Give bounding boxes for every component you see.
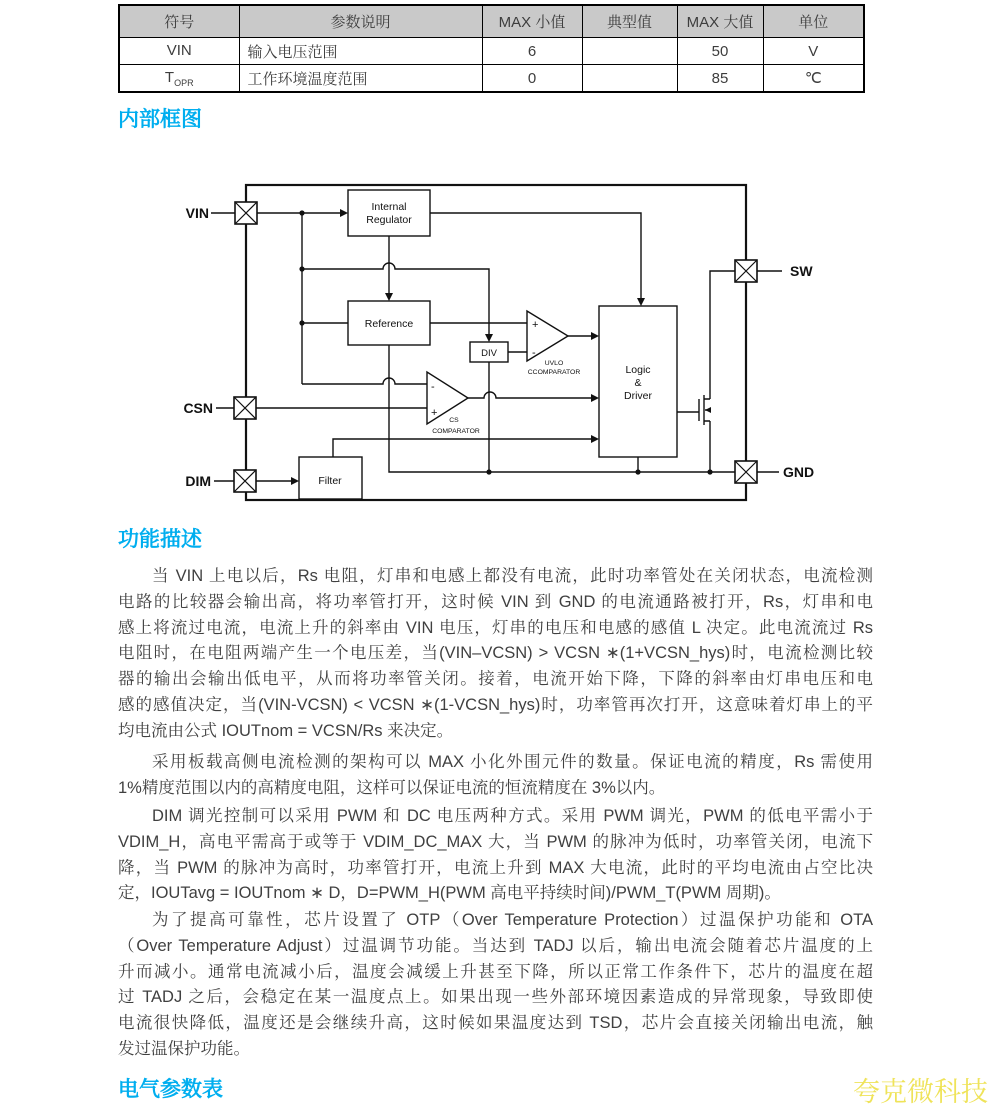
gnd-pin-label: GND [783, 464, 815, 480]
internal-regulator-block [348, 190, 430, 236]
max-cell: 85 [677, 65, 763, 93]
filter-label: Filter [318, 475, 342, 487]
paragraph: 当 VIN 上电以后，Rs 电阻，灯串和电感上都没有电流，此时功率管处在关闭状态，电流检测 电路的比较器会输出高，将功率管打开，这时候 VIN 到 GND 的电流通路被打开，Rs，灯串和电 感上将流过电流，电流上升的斜率由 VIN 电压，灯串的电压和电感的感值 L 决定。此电流流过 Rs 电阻时，在电阻两端产生一个电压差，当(VIN–VCSN) > VCSN ∗(1+VCSN_hys)时，电流检测比较 器的输出会输出低电平，从而将功率管关闭。接着，电流开始下降，下降的斜率由灯串电压和电 感的感值决定，当(VIN-VCSN) < VCSN ∗(1-VCSN_hys)时，功率管再次打开，这意味着灯串上的平 均电流由公式 IOUTnom = VCSN/Rs 来决定。 [118, 567, 873, 740]
col-symbol: 符号 [119, 5, 239, 38]
sw-pin-label: SW [790, 263, 813, 279]
mosfet-icon [699, 395, 711, 425]
paragraph: 采用板载高侧电流检测的架构可以 MAX 小化外围元件的数量。保证电流的精度，Rs 需使用 1%精度范围以内的高精度电阻，这样可以保证电流的恒流精度在 3%以内。 [118, 753, 873, 797]
unit-cell: V [763, 38, 864, 65]
col-unit: 单位 [763, 5, 864, 38]
col-max: MAX 大值 [677, 5, 763, 38]
col-typical: 典型值 [582, 5, 677, 38]
paragraph: DIM 调光控制可以采用 PWM 和 DC 电压两种方式。采用 PWM 调光，PWM 的低电平需小于 VDIM_H，高电平需高于或等于 VDIM_DC_MAX 大，当 PWM 的脉冲为低时，功率管关闭，电流下 降，当 PWM 的脉冲为高时，功率管打开，电流上升到 MAX 大电流，此时的平均电流由占空比决 定，IOUTavg = IOUTnom ∗ D，D=PWM_H(PWM 高电平持续时间)/PWM_T(PWM 周期)。 [118, 807, 873, 903]
gnd-pin-icon [735, 461, 757, 483]
heading-functional-description: 功能描述 [118, 528, 202, 551]
dim-pin-label: DIM [185, 473, 211, 489]
symbol-cell: $T_{OPR}$ [119, 65, 239, 93]
sw-pin-icon [735, 260, 757, 282]
div-label: DIV [481, 348, 497, 359]
csn-pin-label: CSN [183, 400, 213, 416]
internal-regulator-label: Internal [371, 201, 407, 213]
cs-comparator-label: CS [449, 417, 459, 424]
unit-cell: ℃ [763, 65, 864, 93]
max-cell: 50 [677, 38, 763, 65]
cs-minus-sign: - [431, 381, 435, 393]
svg-text:&: & [634, 377, 642, 389]
col-description: 参数说明 [239, 5, 482, 38]
svg-text:COMPARATOR: COMPARATOR [432, 428, 480, 435]
description-cell: 输入电压范围 [239, 38, 482, 65]
uvlo-minus-sign: - [532, 347, 536, 359]
vin-pin-icon [235, 202, 257, 224]
svg-text:Regulator: Regulator [366, 214, 412, 226]
svg-text:Driver: Driver [624, 390, 652, 402]
logic-driver-label: Logic [625, 364, 651, 376]
watermark: 夸克微科技 [853, 1077, 988, 1105]
paragraph: 为了提高可靠性，芯片设置了 OTP（Over Temperature Protection）过温保护功能和 OTA （Over Temperature Adjust）过温调节功能。当达到 TADJ 以后，输出电流会随着芯片温度的上 升而减小。通常电流减小后，温度会减缓上升甚至下降，所以正常工作条件下，芯片的温度在超 过 TADJ 之后，会稳定在某一温度点上。如果出现一些外部环境因素造成的异常现象，导致即使 电流很快降低，温度还是会继续升高，这时候如果温度达到 TSD，芯片会直接关闭输出电流，触 发过温保护功能。 [118, 911, 873, 1058]
vin-pin-label: VIN [185, 205, 209, 221]
col-min: MAX 小值 [482, 5, 582, 38]
heading-electrical-parameters: 电气参数表 [118, 1078, 223, 1101]
reference-label: Reference [364, 318, 414, 330]
symbol-cell: VIN [119, 38, 239, 65]
min-cell: 6 [482, 38, 582, 65]
min-cell: 0 [482, 65, 582, 93]
dim-pin-icon [234, 470, 256, 492]
uvlo-plus-sign: + [532, 319, 539, 331]
cs-plus-sign: + [431, 407, 438, 419]
svg-text:CCOMPARATOR: CCOMPARATOR [527, 369, 581, 376]
csn-pin-icon [234, 397, 256, 419]
heading-internal-block-diagram: 内部框图 [118, 108, 202, 131]
description-cell: 工作环境温度范围 [239, 65, 482, 93]
uvlo-label: UVLO [544, 360, 564, 367]
